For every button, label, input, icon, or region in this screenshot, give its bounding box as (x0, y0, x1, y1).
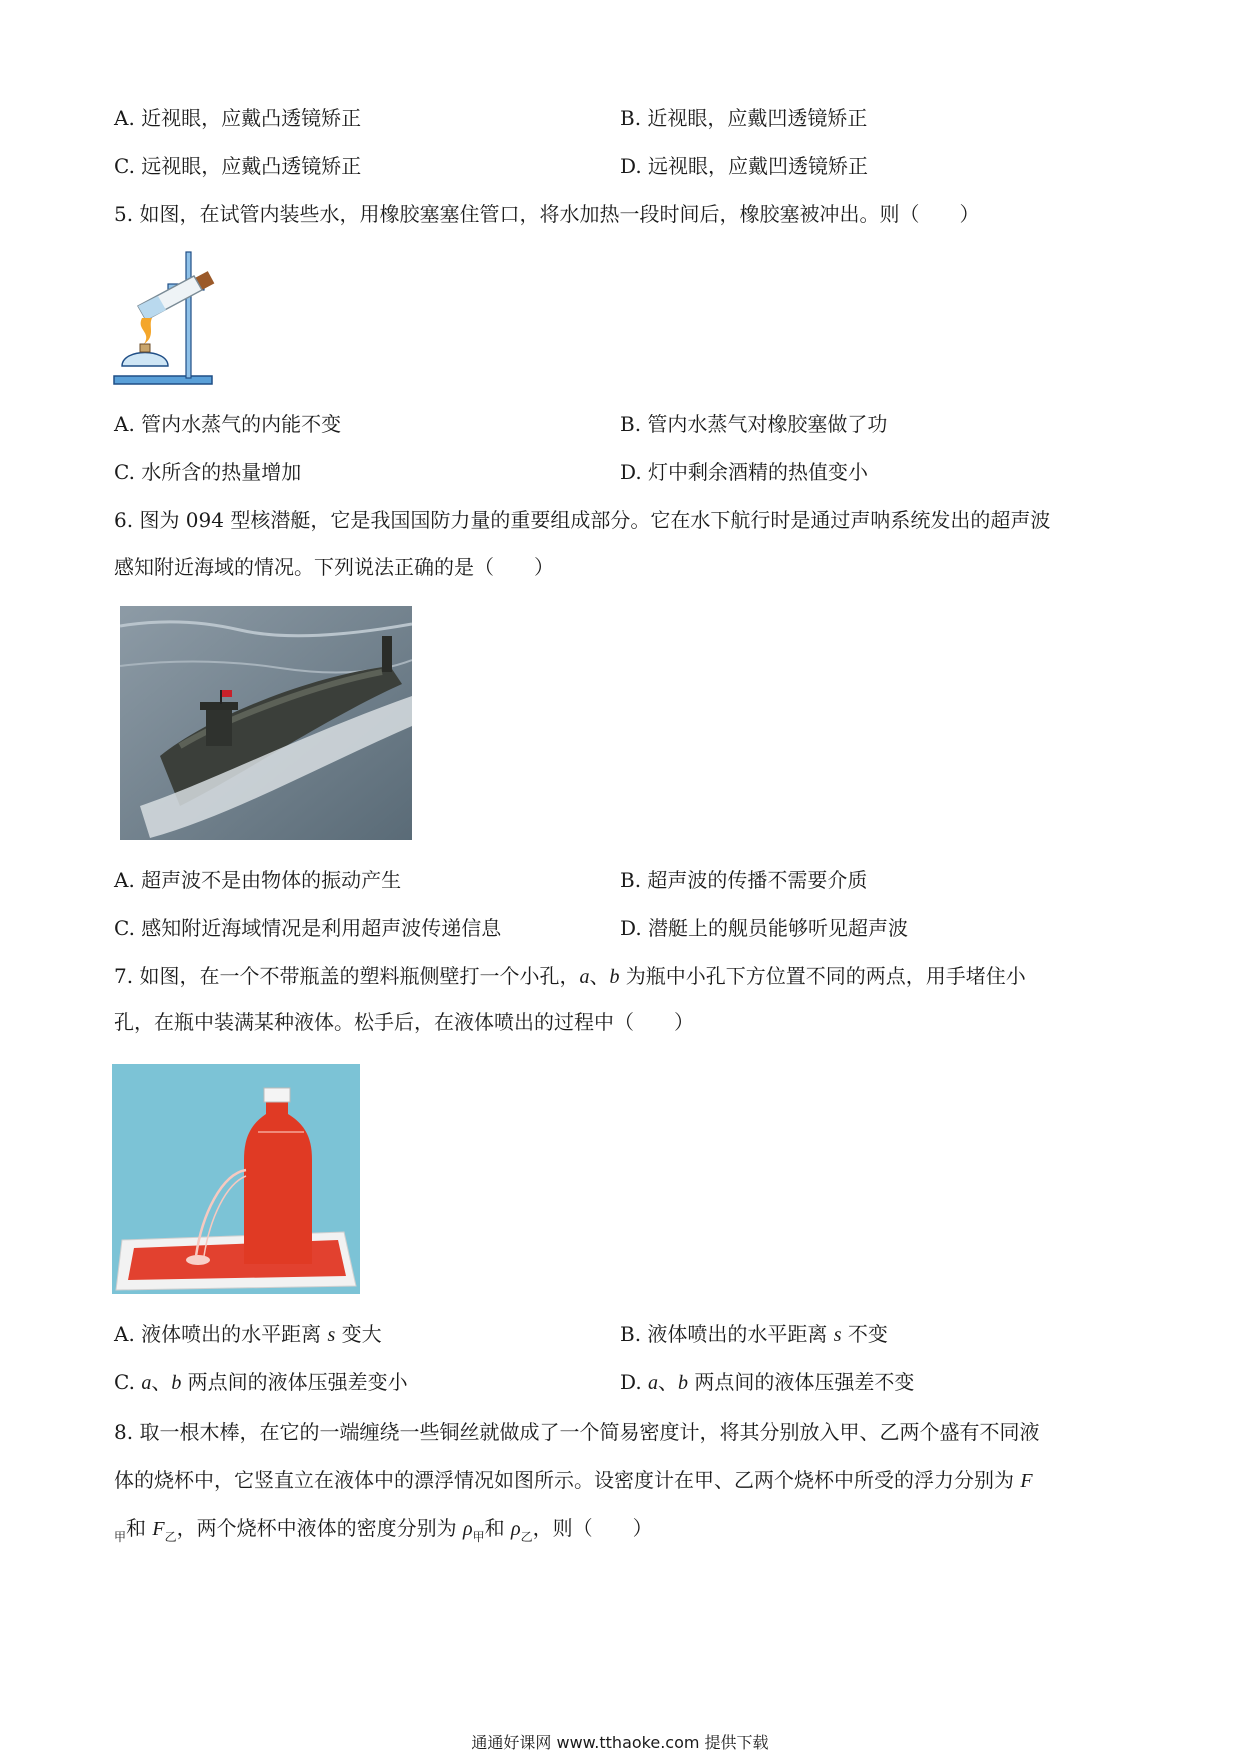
submarine-photo (120, 606, 412, 840)
q7-option-c-prefix: C. (114, 1370, 142, 1394)
q8-stem-line-1: 8. 取一根木棒，在它的一端缠绕一些铜丝就做成了一个简易密度计，将其分别放入甲、乙两个盛有不同液 (114, 1420, 1040, 1444)
point-b-label: b (171, 1372, 182, 1394)
q4-option-b: B. 近视眼，应戴凹透镜矫正 (620, 106, 868, 130)
q7-option-a (114, 1320, 382, 1349)
q6-stem-line-1: 6. 图为 094 型核潜艇，它是我国国防力量的重要组成部分。它在水下航行时是通过声呐系统发出的超声波 (114, 508, 1051, 532)
q6-stem-line-2: 感知附近海域的情况。下列说法正确的是（ ） (114, 555, 554, 579)
q4-option-a: A. 近视眼，应戴凸透镜矫正 (114, 106, 362, 130)
q4-option-d: D. 远视眼，应戴凹透镜矫正 (620, 154, 869, 178)
point-b-label: b (609, 966, 620, 988)
q7-stem-text-b: 为瓶中小孔下方位置不同的两点，用手堵住小 (619, 964, 1026, 988)
q8-end-text: ，则（ ） (532, 1516, 653, 1540)
page-footer: 通通好课网 www.tthaoke.com 提供下载 (471, 1733, 769, 1752)
density-rho-symbol: ρ (462, 1518, 473, 1540)
subscript-yi: 乙 (520, 1530, 533, 1544)
q7-option-b (620, 1320, 888, 1349)
subscript-jia: 甲 (114, 1530, 127, 1544)
q6-option-b: B. 超声波的传播不需要介质 (620, 868, 868, 892)
q7-option-a-text: A. 液体喷出的水平距离 (114, 1322, 328, 1346)
q7-option-b-text-end: 不变 (841, 1322, 888, 1346)
q6-option-c: C. 感知附近海域情况是利用超声波传递信息 (114, 916, 502, 940)
q7-option-c-text: 两点间的液体压强差变小 (181, 1370, 408, 1394)
q6-option-d: D. 潜艇上的舰员能够听见超声波 (620, 916, 909, 940)
q7-option-a-text-end: 变大 (335, 1322, 382, 1346)
q4-option-c: C. 远视眼，应戴凸透镜矫正 (114, 154, 362, 178)
q7-stem-line-1 (114, 962, 1026, 991)
point-a-label: a (141, 1372, 152, 1394)
distance-s-symbol: s (833, 1324, 842, 1346)
q8-stem-text: 体的烧杯中，它竖直立在液体中的漂浮情况如图所示。设密度计在甲、乙两个烧杯中所受的浮力分别为 (114, 1468, 1021, 1492)
q7-option-d-prefix: D. (620, 1370, 649, 1394)
point-a-label: a (648, 1372, 659, 1394)
q7-option-b-text: B. 液体喷出的水平距离 (620, 1322, 834, 1346)
q5-option-b: B. 管内水蒸气对橡胶塞做了功 (620, 412, 888, 436)
test-tube-heating-figure (108, 248, 238, 394)
point-b-label: b (678, 1372, 689, 1394)
distance-s-symbol: s (327, 1324, 336, 1346)
q7-separator: 、 (151, 1370, 172, 1394)
q5-option-d: D. 灯中剩余酒精的热值变小 (620, 460, 869, 484)
q6-option-a: A. 超声波不是由物体的振动产生 (114, 868, 402, 892)
force-f-symbol: F (152, 1518, 165, 1540)
q7-stem-text-a: 7. 如图，在一个不带瓶盖的塑料瓶侧壁打一个小孔， (114, 964, 580, 988)
force-f-symbol: F (1020, 1470, 1033, 1492)
and-word: 和 (484, 1516, 511, 1540)
q8-mid-text: ，两个烧杯中液体的密度分别为 (176, 1516, 463, 1540)
q7-option-c (114, 1368, 408, 1397)
bottle-jet-photo (112, 1064, 360, 1294)
q7-separator: 、 (658, 1370, 679, 1394)
and-word: 和 (126, 1516, 153, 1540)
subscript-jia: 甲 (472, 1530, 485, 1544)
q7-separator: 、 (589, 964, 610, 988)
subscript-yi: 乙 (164, 1530, 177, 1544)
q8-stem-line-2 (114, 1466, 1033, 1495)
point-a-label: a (579, 966, 590, 988)
q7-stem-line-2: 孔，在瓶中装满某种液体。松手后，在液体喷出的过程中（ ） (114, 1010, 694, 1034)
q5-stem: 5. 如图，在试管内装些水，用橡胶塞塞住管口，将水加热一段时间后，橡胶塞被冲出。则（ ） (114, 202, 980, 226)
q7-option-d (620, 1368, 914, 1397)
density-rho-symbol: ρ (510, 1518, 521, 1540)
q7-option-d-text: 两点间的液体压强差不变 (688, 1370, 915, 1394)
q5-option-a: A. 管内水蒸气的内能不变 (114, 412, 342, 436)
q5-option-c: C. 水所含的热量增加 (114, 460, 302, 484)
q8-stem-line-3 (114, 1514, 653, 1545)
